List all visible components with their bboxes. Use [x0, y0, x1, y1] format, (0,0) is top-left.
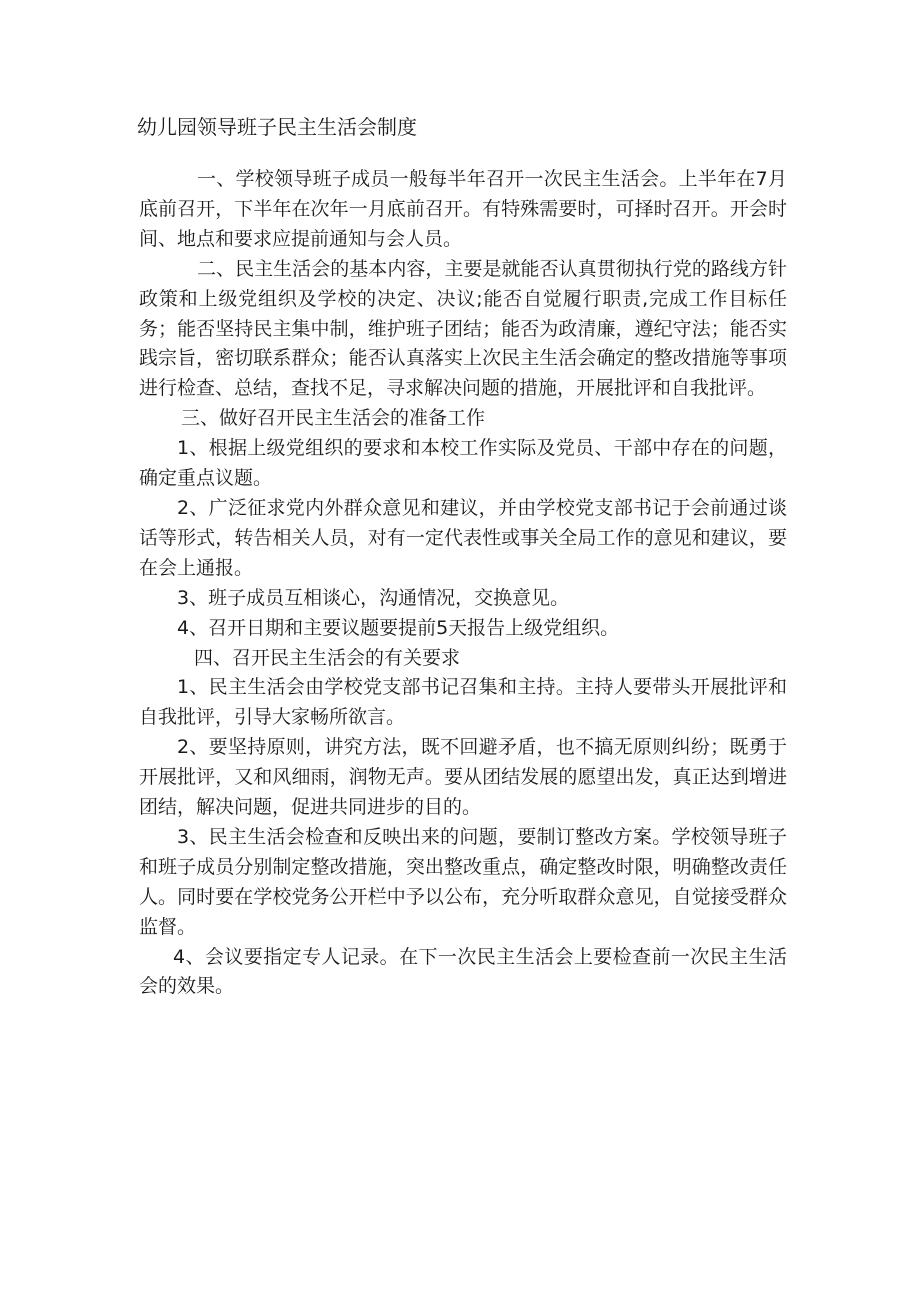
paragraph-3-1: 1、根据上级党组织的要求和本校工作实际及党员、干部中存在的问题，确定重点议题。: [139, 437, 787, 490]
section-heading-3: 三、做好召开民主生活会的准备工作: [181, 407, 486, 430]
paragraph-4-2: 2、要坚持原则，讲究方法，既不回避矛盾，也不搞无原则纠纷；既勇于开展批评，又和风细雨，润物无声。要从团结发展的愿望出发，真正达到增进团结，解决问题，促进共同进步的目的。: [139, 736, 787, 819]
paragraph-3-2: 2、广泛征求党内外群众意见和建议，并由学校党支部书记于会前通过谈话等形式，转告相关人员，对有一定代表性或事关全局工作的意见和建议，要在会上通报。: [139, 496, 787, 579]
paragraph-3-3: 3、班子成员互相谈心，沟通情况，交换意见。: [177, 586, 570, 609]
document-body: [139, 165, 787, 1002]
paragraph-3-4: 4、召开日期和主要议题要提前5天报告上级党组织。: [177, 616, 620, 639]
paragraph-4-3: 3、民主生活会检查和反映出来的问题，要制订整改方案。学校领导班子和班子成员分别制定整改措施，突出整改重点，确定整改时限，明确整改责任人。同时要在学校党务公开栏中予以公布，充分听取群众意见，自觉接受群众监督。: [139, 825, 787, 938]
paragraph-2: 二、民主生活会的基本内容，主要是就能否认真贯彻执行党的路线方针政策和上级党组织及学校的决定、决议;能否自觉履行职责,完成工作目标任务；能否坚持民主集中制，维护班子团结；能否为政清廉，遵纪守法；能否实践宗旨，密切联系群众；能否认真落实上次民主生活会确定的整改措施等事项进行检查、总结，查找不足，寻求解决问题的措施，开展批评和自我批评。: [139, 257, 787, 400]
paragraph-1: 一、学校领导班子成员一般每半年召开一次民主生活会。上半年在7月底前召开，下半年在次年一月底前召开。有特殊需要时，可择时召开。开会时间、地点和要求应提前通知与会人员。: [139, 168, 787, 250]
paragraph-4-1: 1、民主生活会由学校党支部书记召集和主持。主持人要带头开展批评和自我批评，引导大家畅所欲言。: [139, 676, 787, 729]
section-heading-4: 四、召开民主生活会的有关要求: [194, 646, 461, 669]
document-title: 幼儿园领导班子民主生活会制度: [137, 115, 417, 139]
paragraph-4-4: 4、会议要指定专人记录。在下一次民主生活会上要检查前一次民主生活会的效果。: [139, 945, 787, 998]
